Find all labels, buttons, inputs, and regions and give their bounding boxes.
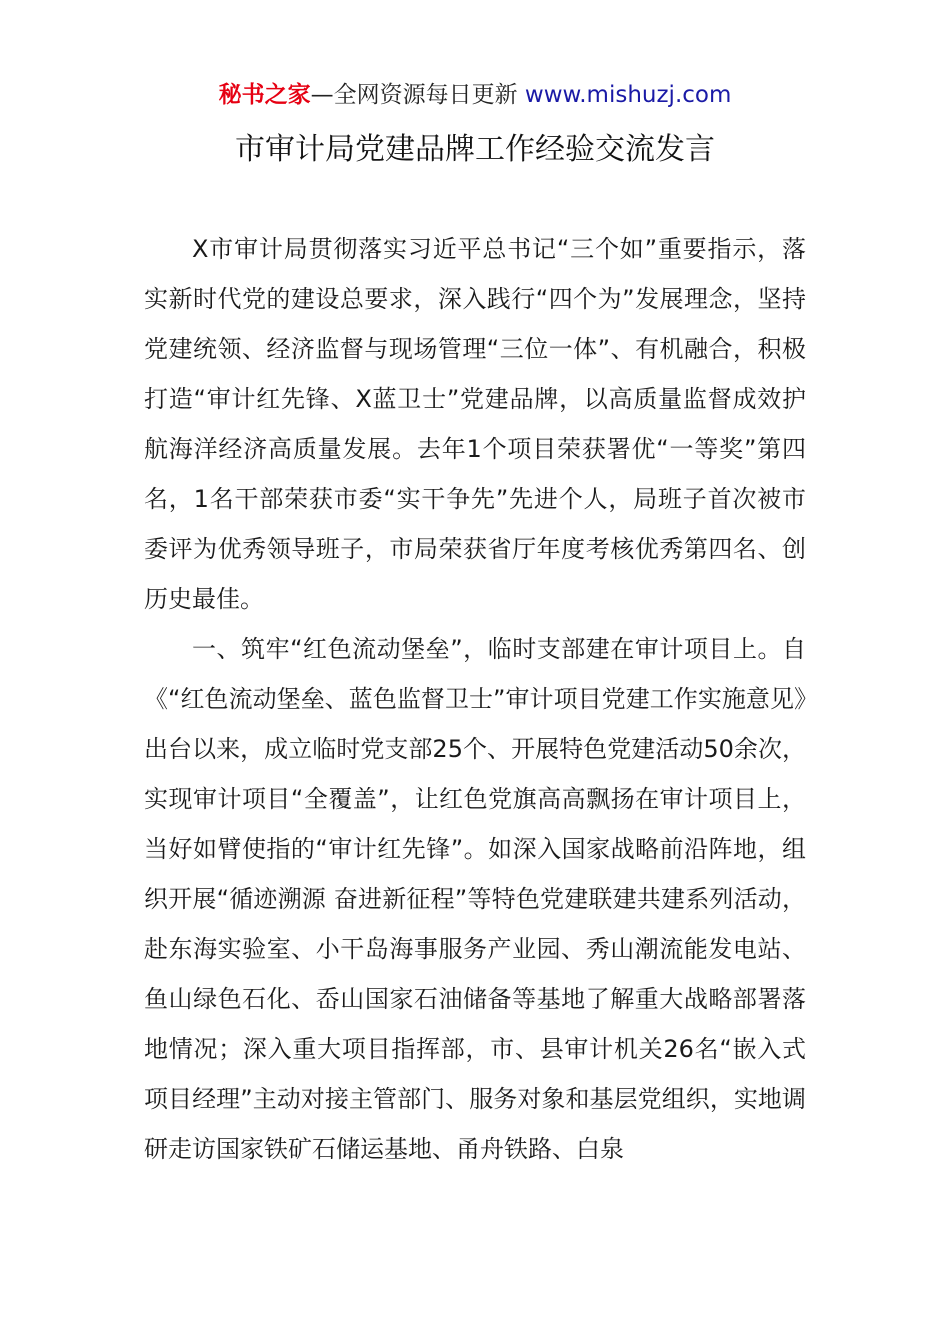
brand-name: 秘书之家: [218, 82, 311, 108]
site-url-link[interactable]: www.mishuzj.com: [524, 82, 732, 108]
site-header: [0, 78, 950, 112]
paragraph-intro: X市审计局贯彻落实习近平总书记“三个如”重要指示，落实新时代党的建设总要求，深入践行“四个为”发展理念，坚持党建统领、经济监督与现场管理“三位一体”、有机融合，积极打造“审计红先锋、X蓝卫士”党建品牌，以高质量监督成效护航海洋经济高质量发展。去年1个项目荣获署优“一等奖”第四名，1名干部荣获市委“实干争先”先进个人，局班子首次被市委评为优秀领导班子，市局荣获省厅年度考核优秀第四名、创历史最佳。: [144, 235, 806, 613]
paragraph-section-one: 一、筑牢“红色流动堡垒”，临时支部建在审计项目上。自《“红色流动堡垒、蓝色监督卫士”审计项目党建工作实施意见》出台以来，成立临时党支部25个、开展特色党建活动50余次，实现审计项目“全覆盖”，让红色党旗高高飘扬在审计项目上，当好如臂使指的“审计红先锋”。如深入国家战略前沿阵地，组织开展“循迹溯源 奋进新征程”等特色党建联建共建系列活动，赴东海实验室、小干岛海事服务产业园、秀山潮流能发电站、鱼山绿色石化、岙山国家石油储备等基地了解重大战略部署落地情况；深入重大项目指挥部，市、县审计机关26名“嵌入式项目经理”主动对接主管部门、服务对象和基层党组织，实地调研走访国家铁矿石储运基地、甬舟铁路、白泉: [144, 635, 806, 1163]
document-title: 市审计局党建品牌工作经验交流发言: [235, 132, 715, 167]
document-body: [144, 224, 806, 1174]
site-tagline: —全网资源每日更新: [310, 82, 518, 108]
